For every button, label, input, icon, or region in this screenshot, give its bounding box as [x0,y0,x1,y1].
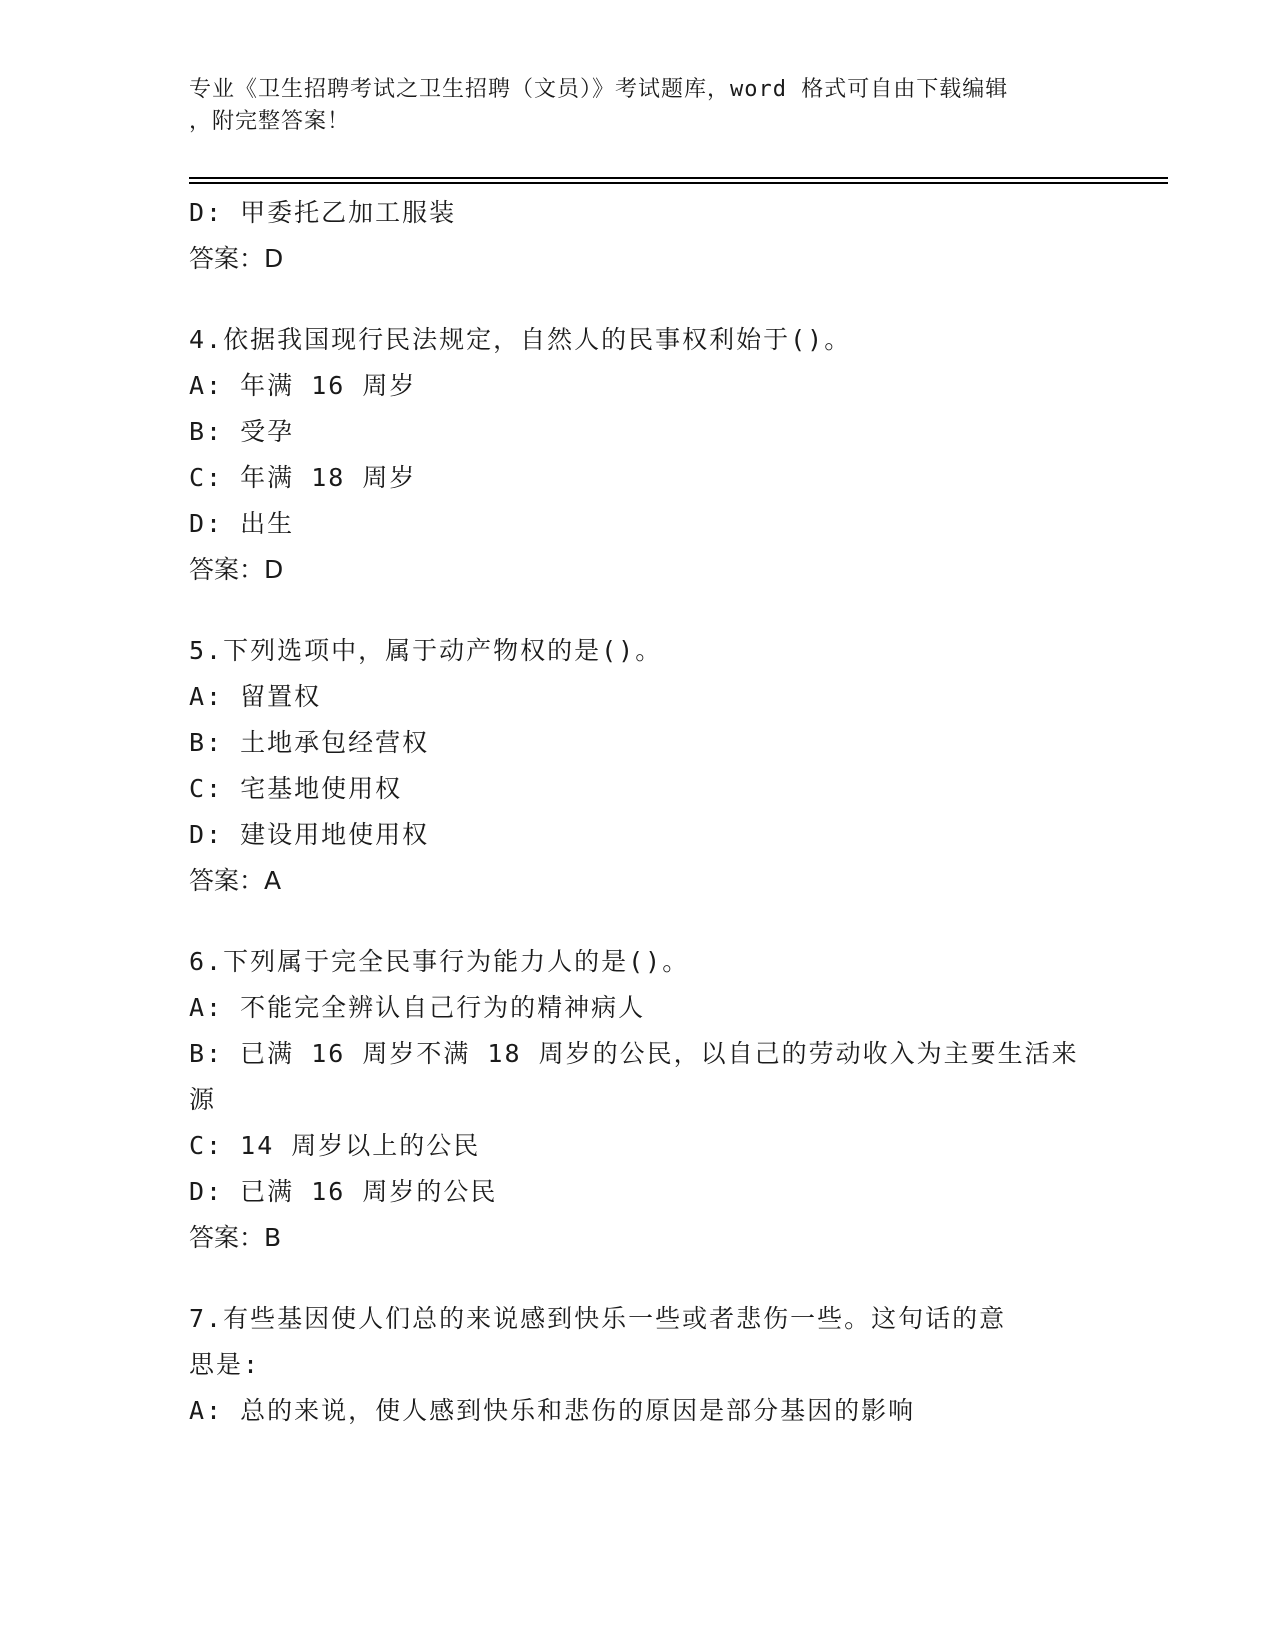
question-5 [189,628,1089,904]
option-a: A: 不能完全辨认自己行为的精神病人 [189,993,646,1022]
header-rule-top [189,177,1168,179]
answer: 答案：D [189,555,284,584]
question-list [189,190,1089,1434]
option-d: D: 已满 16 周岁的公民 [189,1177,498,1206]
answer: 答案：D [189,244,284,273]
option-d: D: 甲委托乙加工服装 [189,198,457,227]
header-line-1: 专业《卫生招聘考试之卫生招聘（文员）》考试题库，word 格式可自由下载编辑 [189,77,1009,102]
answer: 答案：A [189,866,282,895]
answer: 答案：B [189,1223,282,1252]
option-a: A: 总的来说，使人感到快乐和悲伤的原因是部分基因的影响 [189,1396,916,1425]
question-stem: 5.下列选项中，属于动产物权的是()。 [189,636,663,665]
previous-question-tail [189,190,1089,282]
option-b: B: 已满 16 周岁不满 18 周岁的公民，以自己的劳动收入为主要生活来 [189,1039,1079,1068]
option-b: B: 受孕 [189,417,295,446]
document-header [189,74,1069,138]
header-line-2: ，附完整答案！ [189,109,351,134]
option-c: C: 宅基地使用权 [189,774,403,803]
option-d: D: 出生 [189,509,295,538]
question-4 [189,317,1089,593]
option-a: A: 留置权 [189,682,322,711]
option-d: D: 建设用地使用权 [189,820,430,849]
question-7 [189,1296,1089,1434]
option-b-continued: 源 [189,1085,217,1114]
option-c: C: 14 周岁以上的公民 [189,1131,481,1160]
question-stem: 7.有些基因使人们总的来说感到快乐一些或者悲伤一些。这句话的意 [189,1304,1007,1333]
question-stem-continued: 思是: [189,1350,261,1379]
question-stem: 4.依据我国现行民法规定，自然人的民事权利始于()。 [189,325,852,354]
question-stem: 6.下列属于完全民事行为能力人的是()。 [189,947,690,976]
header-rule-bottom [189,182,1168,184]
option-b: B: 土地承包经营权 [189,728,430,757]
question-6 [189,939,1089,1261]
option-c: C: 年满 18 周岁 [189,463,417,492]
option-a: A: 年满 16 周岁 [189,371,417,400]
